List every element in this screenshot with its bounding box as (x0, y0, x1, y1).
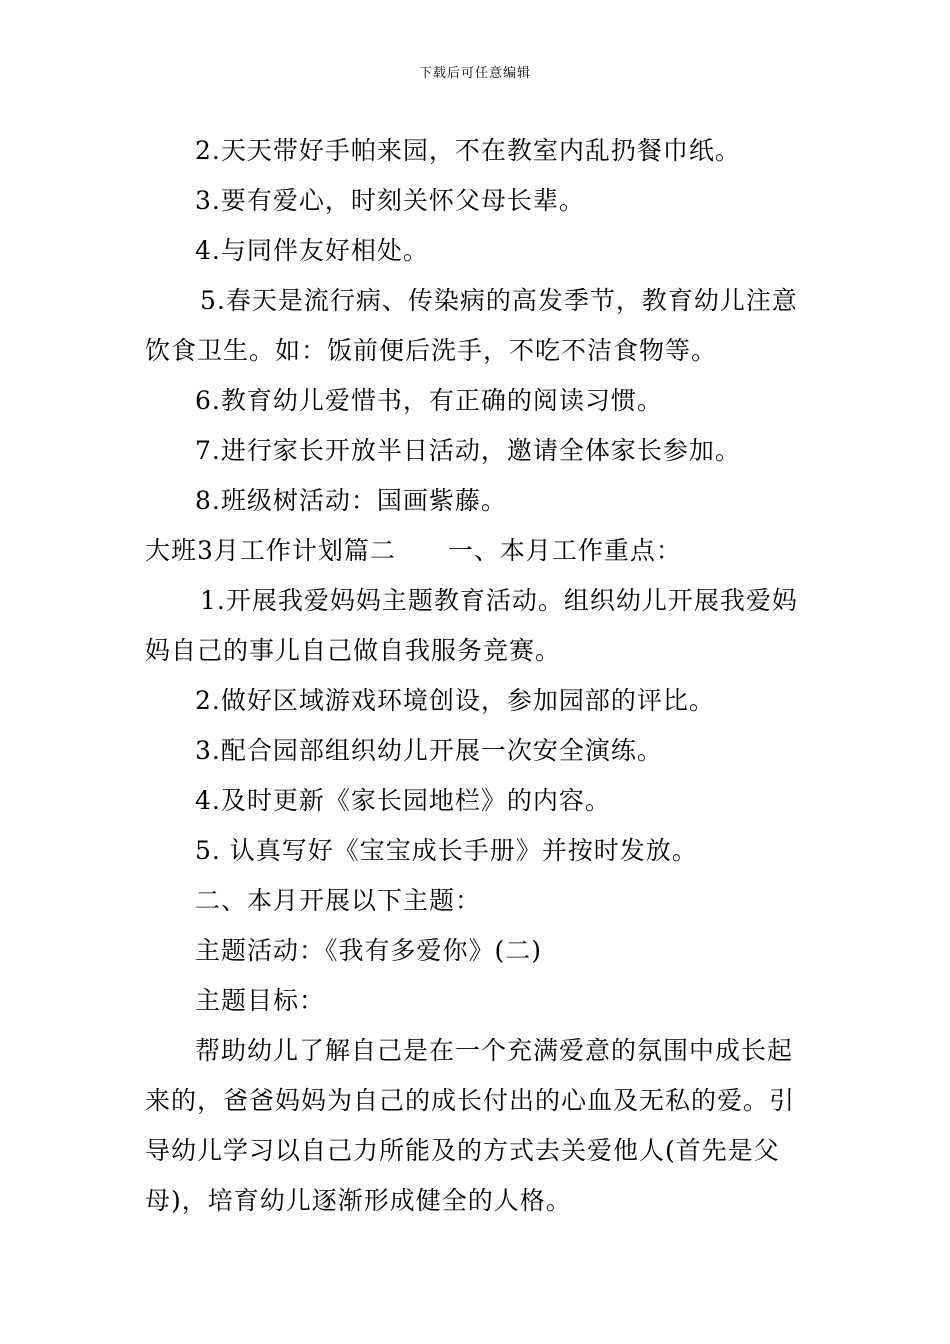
paragraph-line: 8.班级树活动：国画紫藤。 (195, 486, 507, 515)
paragraph-line: 1.开展我爱妈妈主题教育活动。组织幼儿开展我爱妈 (200, 586, 798, 615)
section-title: 大班3月工作计划篇二 (145, 536, 396, 565)
paragraph-line: 2.天天带好手帕来园，不在教室内乱扔餐巾纸。 (195, 136, 741, 165)
paragraph-line: 3.配合园部组织幼儿开展一次安全演练。 (195, 736, 663, 765)
section-heading (145, 526, 811, 576)
paragraph-line: 7.进行家长开放半日活动，邀请全体家长参加。 (195, 436, 741, 465)
paragraph-line: 4.及时更新《家长园地栏》的内容。 (195, 786, 611, 815)
header-note: 下载后可任意编辑 (418, 66, 531, 81)
paragraph-line: 帮助幼儿了解自己是在一个充满爱意的氛围中成长起 (195, 1036, 794, 1065)
theme-goal-label: 主题目标： (195, 986, 326, 1015)
section-subtitle: 一、本月工作重点： (447, 536, 682, 565)
paragraph-line: 导幼儿学习以自己力所能及的方式去关爱他人(首先是父 (145, 1136, 780, 1165)
paragraph-line: 6.教育幼儿爱惜书，有正确的阅读习惯。 (195, 386, 663, 415)
paragraph-line: 5. 认真写好《宝宝成长手册》并按时发放。 (195, 836, 698, 865)
paragraph-line: 4.与同伴友好相处。 (195, 236, 429, 265)
theme-activity: 主题活动：《我有多爱你》(二) (195, 936, 543, 965)
paragraph-line: 3.要有爱心，时刻关怀父母长辈。 (195, 186, 585, 215)
paragraph-line: 2.做好区域游戏环境创设，参加园部的评比。 (195, 686, 715, 715)
paragraph-line: 5.春天是流行病、传染病的高发季节，教育幼儿注意 (200, 286, 798, 315)
paragraph-line: 母)，培育幼儿逐渐形成健全的人格。 (145, 1186, 572, 1215)
paragraph-line: 来的，爸爸妈妈为自己的成长付出的心血及无私的爱。引 (145, 1086, 796, 1115)
paragraph-line: 饮食卫生。如：饭前便后洗手，不吃不洁食物等。 (145, 336, 718, 365)
paragraph-line: 妈自己的事儿自己做自我服务竞赛。 (145, 636, 562, 665)
document-body (145, 126, 811, 1226)
subheading: 二、本月开展以下主题： (195, 886, 482, 915)
